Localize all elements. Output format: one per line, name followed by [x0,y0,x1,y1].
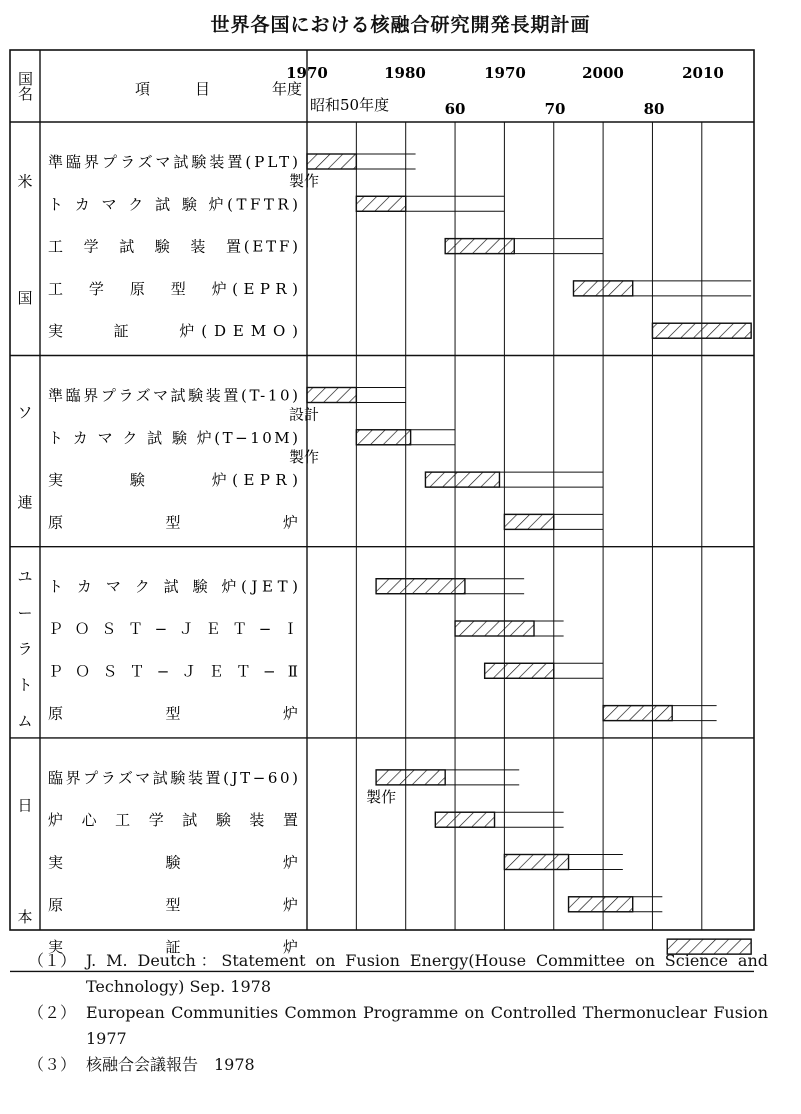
showa-year-label: 80 [643,100,665,118]
page-title: 世界各国における核融合研究開発長期計画 [210,14,591,36]
hatched-bar [485,663,554,678]
row-label: 臨界プラズマ試験装置(JT−60) [48,768,298,787]
hatched-bar [435,812,494,827]
hatched-bar [376,579,465,594]
hatched-bar [504,855,568,870]
row-label: 準臨界プラズマ試験装置(T-10) [48,386,298,405]
hatched-bar [652,323,751,338]
table-body [17,153,751,956]
hatched-bar [603,706,672,721]
western-year-label: 1970 [484,64,526,82]
row-label: Ｐ Ｏ Ｓ Ｔ − Ｊ Ｅ Ｔ − Ｉ [48,620,298,638]
country-label-char: ソ [17,403,33,422]
showa-year-label: 昭和50年度 [310,96,390,114]
bar-note: 製作 [366,787,397,806]
hatched-bar [425,472,499,487]
row-label: 原 型 炉 [48,704,298,723]
hatched-bar [445,239,514,254]
country-label-char: 連 [17,493,33,512]
reference-text: J. M. Deutch：Statement on Fusion Energy(House Committee on Science and Technology) Sep. 1978 [86,951,768,996]
item-column-header: 項 目 [135,80,211,98]
reference-text: European Communities Common Programme on Controlled Thermonuclear Fusion 1977 [86,1003,768,1048]
reference-number: （１） [28,951,77,970]
western-year-label: 2000 [582,64,624,82]
showa-year-label: 60 [444,100,466,118]
reference-number: （２） [28,1003,77,1022]
reference-number: （３） [28,1055,77,1074]
row-label: 原 型 炉 [48,513,298,532]
row-label: ト カ マ ク 試 験 炉(JET) [48,577,298,596]
table-frame [10,50,754,971]
country-label-char: ム [17,711,33,730]
hatched-bar [569,897,633,912]
country-column-header: 国名 [16,71,34,101]
row-label: 炉 心 工 学 試 験 装 置 [48,811,298,830]
row-label: ト カ マ ク 試 験 炉(TFTR) [48,195,298,214]
row-label: 実 験 炉 [48,853,298,872]
country-label-char: 日 [17,796,33,815]
country-label-char: 米 [17,172,33,191]
country-label-char: ラ [17,639,33,658]
row-label: 工 学 試 験 装 置(ETF) [48,237,298,256]
row-label: 実 証 炉(DEMO) [48,322,298,341]
bar-note: 製作 [289,447,320,466]
hatched-bar [573,281,632,296]
year-label: 年度 [272,80,303,98]
hatched-bar [356,196,405,211]
country-label-char: ト [17,675,33,694]
showa-year-label: 70 [544,100,566,118]
row-label: 原 型 炉 [48,895,298,914]
country-label-char: 本 [17,907,33,926]
country-label-char: ユ [17,567,33,586]
references [28,948,768,1078]
row-label: ト カ マ ク 試 験 炉(T−10M) [48,428,298,447]
reference-3 [28,1052,768,1078]
western-year-label: 1980 [384,64,426,82]
row-label: 準臨界プラズマ試験装置(PLT) [48,153,298,171]
bar-note: 製作 [289,172,320,190]
bar-note: 設計 [289,405,320,424]
country-label-char: 国 [17,289,33,308]
hatched-bar [307,388,356,403]
country-label-char: ー [17,603,33,622]
hatched-bar [376,770,445,785]
row-label: Ｐ Ｏ Ｓ Ｔ − Ｊ Ｅ Ｔ − Ⅱ [48,662,298,681]
reference-2 [28,1000,768,1052]
row-label: 工 学 原 型 炉(EPR) [48,279,298,298]
row-label: 実 験 炉(EPR) [48,471,298,490]
western-year-label: 1970 [286,64,328,82]
hatched-bar [307,154,356,169]
reference-text: 核融合会議報告 1978 [86,1055,255,1074]
hatched-bar [356,430,410,445]
hatched-bar [455,621,534,636]
western-year-label: 2010 [682,64,724,82]
row-label: 実 証 炉 [48,938,298,957]
reference-1 [28,948,768,1000]
hatched-bar [504,514,553,529]
